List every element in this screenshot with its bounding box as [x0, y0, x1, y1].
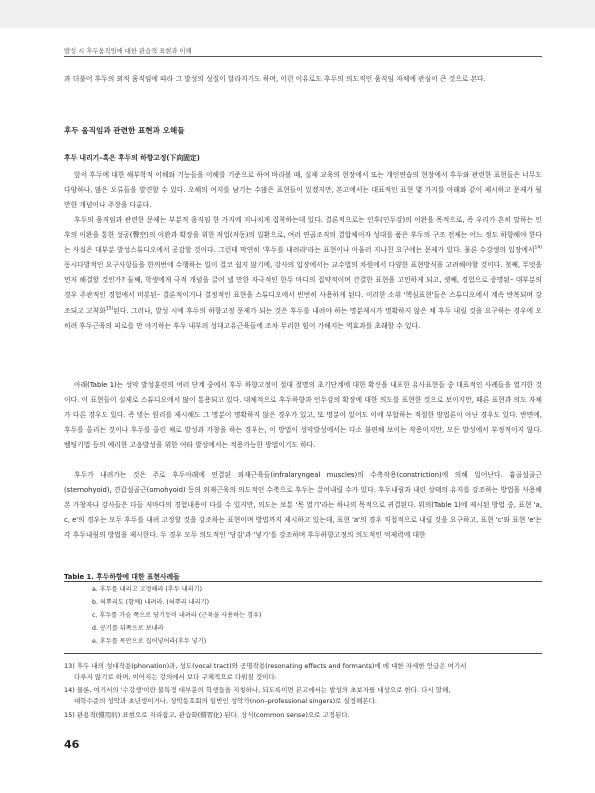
body-paragraph-4: 후두가 내려가는 것은 주로 후두아래에 연결된 외재근육들(infralaryngeal muscles)의 수축작용(constriction)에 의해 일어난다. 흉골설골근(sternohyoid), 견갑설골근(omohyoid) 등의 외재근육의 의도적인 수축으로 후두는 끌어내릴 수가 있다. 후두내림과 내린 상태의 유지를 강조하는 방법을 사용해본 가창자나 강사들은 다들 저마다의 경험내용이 다를 수 있지만, 의도는 보통 '목 열기'라는 하나의 목적으로 귀결된다. 위의(Table 1)에 제시된 방법 중, 표현 'a, c, e'의 경우는 모두 후두를 내려 고정할 것을 강조하는 표현이며 방법까지 제시하고 있는데, 표현 'a'의 경우 직접적으로 내릴 것을 요구하고, 표현 'c'와 표현 'e'는 각 후두내림의 방법을 제시한다. 두 경우 모두 의도적인 '당김'과 '넣기'를 강조하며 후두하향고정의 의도적인 억제력에 대한	[64, 471, 542, 540]
footnote-text: 관용적(慣用的) 표현으로 자리잡고, 관습화(慣習化) 된다. 상식(common sense)으로 고정된다.	[76, 711, 350, 719]
page-number: 46	[64, 738, 80, 751]
body-paragraph-2-cont: 동시다발적인 요구사항들을 한꺼번에 수행하는 일이 결코 쉽지 않기에, 강사의 입장에서는 교수법의 차원에서 다양한 표현방식을 고려해야할 것이다. 첫째, 무엇을 먼저 해결할 것인가? 둘째, 학생에게 극적 개념을 끌어 낼 만한 자극적인 한두 마디의 집약적이며 간결한 표현을 고민하게 되고, 셋째, 경험으로 증명된– 대부분의 경우 주관적인 경험에서 비롯된– 결론적이거나 결정적인 표현을 스튜디오에서 빈번히 사용하게 된다. 이러한 소위 '핵심표현'들은 스튜디오에서 계속 반복되며 강조되고 고착화	[64, 261, 542, 315]
footnote-15	[64, 710, 542, 721]
running-title: 발성 시 후두움직임에 대한 관습적 표현과 이해	[64, 48, 192, 55]
footnote-text: 후두 내의 성대작용(phonation)과, 성도(vocal tract)와 공명작용(resonating effects and formants)에 에 대한 자세한 언급은 여기서	[76, 662, 467, 670]
footnote-continuation: 다루지 않기로 하며, 이어지는 강의에서 보다 구체적으로 다뤄질 것이다.	[74, 673, 277, 682]
footnote-ref-15: 15)	[105, 306, 114, 312]
body-paragraph-3: 아래(Table 1)는 성악 발성훈련의 여러 단계 중에서 후두 하향고정이 절대 절명의 초기단계에 대한 확신을 내포한 유사표현들 중 대표적인 사례들을 열거한 것이다. 이 표현들이 실제로 스튜디오에서 많이 통용되고 있다. 대체적으로 후두하향과 인두강의 확장에 대한 의도를 표현한 것으로 보이지만, 때론 표현과 의도 자체가 다른 경우도 있다. 즉 맞는 원리를 제시해도 그 명분이 명확하지 않은 경우가 있고, 또 명분이 있어도 이에 부합하는 적절한 방법론이 아닌 경우도 있다. 반면에, 후두를 올리는 것이나 후두를 올린 채로 발성과 가창을 하는 경우는, 이 방법이 성악발성에서는 다소 불편해 보이는 작용이지만, 모든 발성에서 부정적이지 않다. 벨팅기법 등의 예리한 고음발성을 위한 여타 발성에서는 적용가능한 방법이기도 하다.	[64, 381, 542, 450]
subsection-heading: 후두 내리기–혹은 후두의 하향고정(下向固定)	[64, 154, 200, 162]
table-top-rule	[64, 581, 542, 582]
body-paragraph-2-end: 된다. 그러나, 발성 시에 후두의 하향고정 문제가 되는 것은 후두를 내려야 하는 명분제시가 명확하지 않은 채 후두 내릴 것을 요구하는 경우에 오히려 후두근육의 피로를 만 야기하는 후두 내부의 성대고유근육들에 조차 무리한 힘이 가해지는 역효과를 초래할 수 있다.	[64, 306, 542, 330]
table-row: b. 혀뿌리도 (함께) 내려라. (혀뿌리 내리기)	[92, 599, 210, 606]
header-rule	[64, 56, 542, 57]
header-band	[0, 0, 595, 28]
table-bottom-rule	[64, 653, 542, 654]
table-row: d. 공기를 뒤쪽으로 보내라	[92, 625, 164, 632]
body-paragraph-2	[64, 213, 542, 334]
footnote-number: 15)	[64, 711, 75, 719]
table-row: e. 후두를 목안으로 집어넣어라(후두 넣기)	[92, 638, 207, 645]
table-row: c. 후두를 가슴 쪽으로 당기듯이 내려라 (근육을 사용하는 경우)	[92, 612, 262, 619]
footnote-number: 14)	[64, 686, 75, 694]
intro-paragraph: 과 더불어 후두의 외적 움직임에 따라 그 발성의 성질이 달라지기도 하며, 이런 이유로도 후두의 의도적인 움직임 자체에 관심이 큰 것으로 본다.	[64, 75, 486, 83]
table-row: a. 후두를 내리고 고정해라 (후두 내리기)	[92, 586, 203, 593]
body-paragraph-2-text: 후두의 움직임과 관련한 문제는 부분적 움직임 한 가지에 지나치게 집착하는데 있다. 결론적으로는 인후(인두강)의 이완을 목적으로, 즉 우리가 흔히 말하는 인후의 이완을 통한 성공(聲空)의 이완과 확장을 위한 작업(작동)의 일환으로, 여러 연골조직의 결합체이자 성대를 품은 후두의 구조 전체는 어느 정도 하향해야 한다는 사실은 대부분 발성스튜디오에서 공감할 것이다. 그런데 막연히 '후두를 내려라'라는 표현이나 아울러 지나친 요구에는 문제가 있다. 물론 수강생의 입장에서	[64, 216, 542, 255]
footnote-ref-14: 14)	[534, 245, 542, 251]
footnote-text: 물론, 여기서의 '수강생'이란 불특정 대부분의 학생들을 지칭하나, 되도록이면 본고에서는 발성의 초보자를 대상으로 한다. 다시 말해,	[76, 686, 451, 694]
footnote-14	[64, 685, 542, 707]
table-caption: Table 1. 후두하향에 대한 표현사례들	[64, 573, 180, 581]
footnote-13	[64, 661, 542, 683]
footnote-continuation: 대학수준의 성악과 초년생이거나, 성악동호회의 일반인 성악가(non–professional singers)로 설정해본다.	[74, 697, 377, 706]
footnote-number: 13)	[64, 662, 75, 670]
section-heading: 후두 움직임과 관련한 표현과 오해들	[64, 126, 185, 135]
body-paragraph-1: 앞서 후두에 대한 해부학적 이해와 기능들을 이해를 기준으로 하여 바라볼 때, 실제 교육의 현장에서 또는 개인연습의 현장에서 후두와 관련한 표현들은 너무도 다양하나, 많은 오류들을 발견할 수 있다. 오해의 여지를 남기는 수많은 표현들이 있겠지만, 본고에서는 대표적인 표현 몇 가지를 아래와 같이 제시하고 문제가 될 만한 개념이나 주장을 다룬다.	[64, 171, 542, 210]
